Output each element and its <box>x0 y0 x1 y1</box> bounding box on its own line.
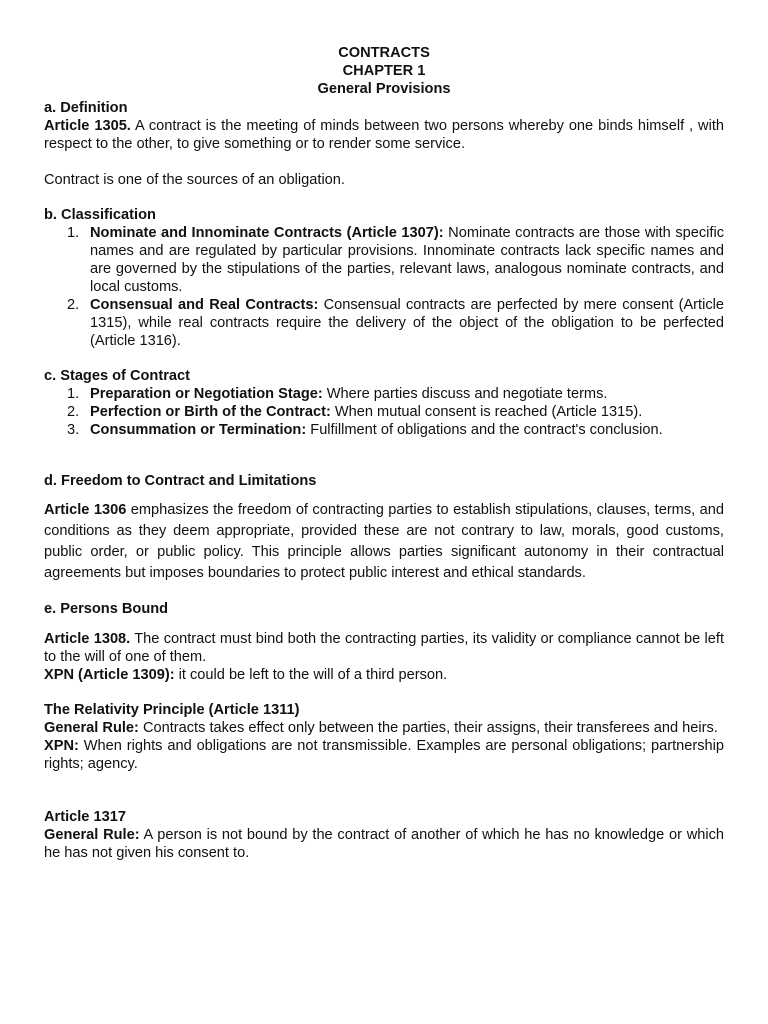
article-1306-paragraph <box>44 500 724 584</box>
item-text: Nominate contracts are those with specific names and are regulated by particular provisions. Innominate contracts lack specific names and are governed by the stipulations of the parties, relevant laws, analogous nominate contracts, and local customs. <box>90 225 724 295</box>
item-text: Where parties discuss and negotiate terms. <box>322 386 608 402</box>
section-stages <box>44 367 724 439</box>
item-text: When mutual consent is reached (Article 1315). <box>330 404 643 420</box>
chapter-subtitle: General Provisions <box>317 81 451 97</box>
note-text: Contract is one of the sources of an obligation. <box>44 172 345 188</box>
document-title: CONTRACTS <box>338 45 430 61</box>
list-number: 1. <box>67 386 80 402</box>
list-number: 1. <box>67 225 80 241</box>
rule-text: A person is not bound by the contract of another of which he has no knowledge or which he has not given his consent to. <box>44 827 724 861</box>
xpn-label: XPN (Article 1309): <box>44 667 175 683</box>
list-item <box>44 421 724 439</box>
stages-list <box>44 385 724 439</box>
section-heading: a. Definition <box>44 100 128 116</box>
section-article-1317 <box>44 808 724 862</box>
chapter-label: CHAPTER 1 <box>342 63 426 79</box>
xpn-label: XPN: <box>44 738 79 754</box>
xpn-text: it could be left to the will of a third person. <box>174 667 448 683</box>
article-label: Article 1306 <box>44 502 127 518</box>
section-heading: Article 1317 <box>44 809 126 825</box>
general-rule-paragraph <box>44 719 724 737</box>
article-text: A contract is the meeting of minds between two persons whereby one binds himself , with respect to the other, to give something or to render some service. <box>44 118 724 152</box>
section-heading: The Relativity Principle (Article 1311) <box>44 702 300 718</box>
xpn-paragraph <box>44 666 724 684</box>
item-label: Nominate and Innominate Contracts (Article 1307): <box>90 225 444 241</box>
xpn-text: When rights and obligations are not transmissible. Examples are personal obligations; partnership rights; agency. <box>44 738 724 772</box>
item-label: Preparation or Negotiation Stage: <box>90 386 323 402</box>
article-1308-block <box>44 630 724 684</box>
rule-label: General Rule: <box>44 827 140 843</box>
general-rule-paragraph <box>44 826 724 862</box>
list-item <box>44 224 724 296</box>
section-heading: c. Stages of Contract <box>44 368 190 384</box>
section-heading: d. Freedom to Contract and Limitations <box>44 473 317 489</box>
rule-text: Contracts takes effect only between the parties, their assigns, their transferees and heirs. <box>138 720 718 736</box>
article-text: The contract must bind both the contracting parties, its validity or compliance cannot be left to the will of one of them. <box>44 631 724 665</box>
article-text: emphasizes the freedom of contracting parties to establish stipulations, clauses, terms, and conditions as they deem appropriate, provided these are not contrary to law, morals, good customs, public order, or public policy. This principle allows parties significant autonomy in their contractual agreements but imposes boundaries to protect public interest and ethical standards. <box>44 502 724 581</box>
xpn-paragraph <box>44 737 724 773</box>
item-text: Fulfillment of obligations and the contract's conclusion. <box>306 422 663 438</box>
section-persons-bound <box>44 600 724 618</box>
rule-label: General Rule: <box>44 720 139 736</box>
list-item <box>44 385 724 403</box>
list-item <box>44 296 724 350</box>
item-label: Perfection or Birth of the Contract: <box>90 404 331 420</box>
list-number: 3. <box>67 422 80 438</box>
article-label: Article 1308. <box>44 631 131 647</box>
item-text: Consensual contracts are perfected by mere consent (Article 1315), while real contracts require the delivery of the object of the obligation to be perfected (Article 1316). <box>90 297 724 349</box>
section-heading: b. Classification <box>44 207 156 223</box>
item-label: Consummation or Termination: <box>90 422 307 438</box>
section-heading: e. Persons Bound <box>44 601 169 617</box>
list-item <box>44 403 724 421</box>
article-1305-paragraph <box>44 117 724 153</box>
list-number: 2. <box>67 404 80 420</box>
article-1306-block <box>44 500 724 584</box>
section-freedom <box>44 472 724 490</box>
list-number: 2. <box>67 297 80 313</box>
definition-note <box>44 171 724 189</box>
item-label: Consensual and Real Contracts: <box>90 297 319 313</box>
section-classification <box>44 206 724 350</box>
section-relativity <box>44 701 724 773</box>
article-1308-paragraph <box>44 630 724 666</box>
article-label: Article 1305. <box>44 118 131 134</box>
document-header <box>0 44 768 98</box>
classification-list <box>44 224 724 350</box>
section-definition <box>44 99 724 153</box>
